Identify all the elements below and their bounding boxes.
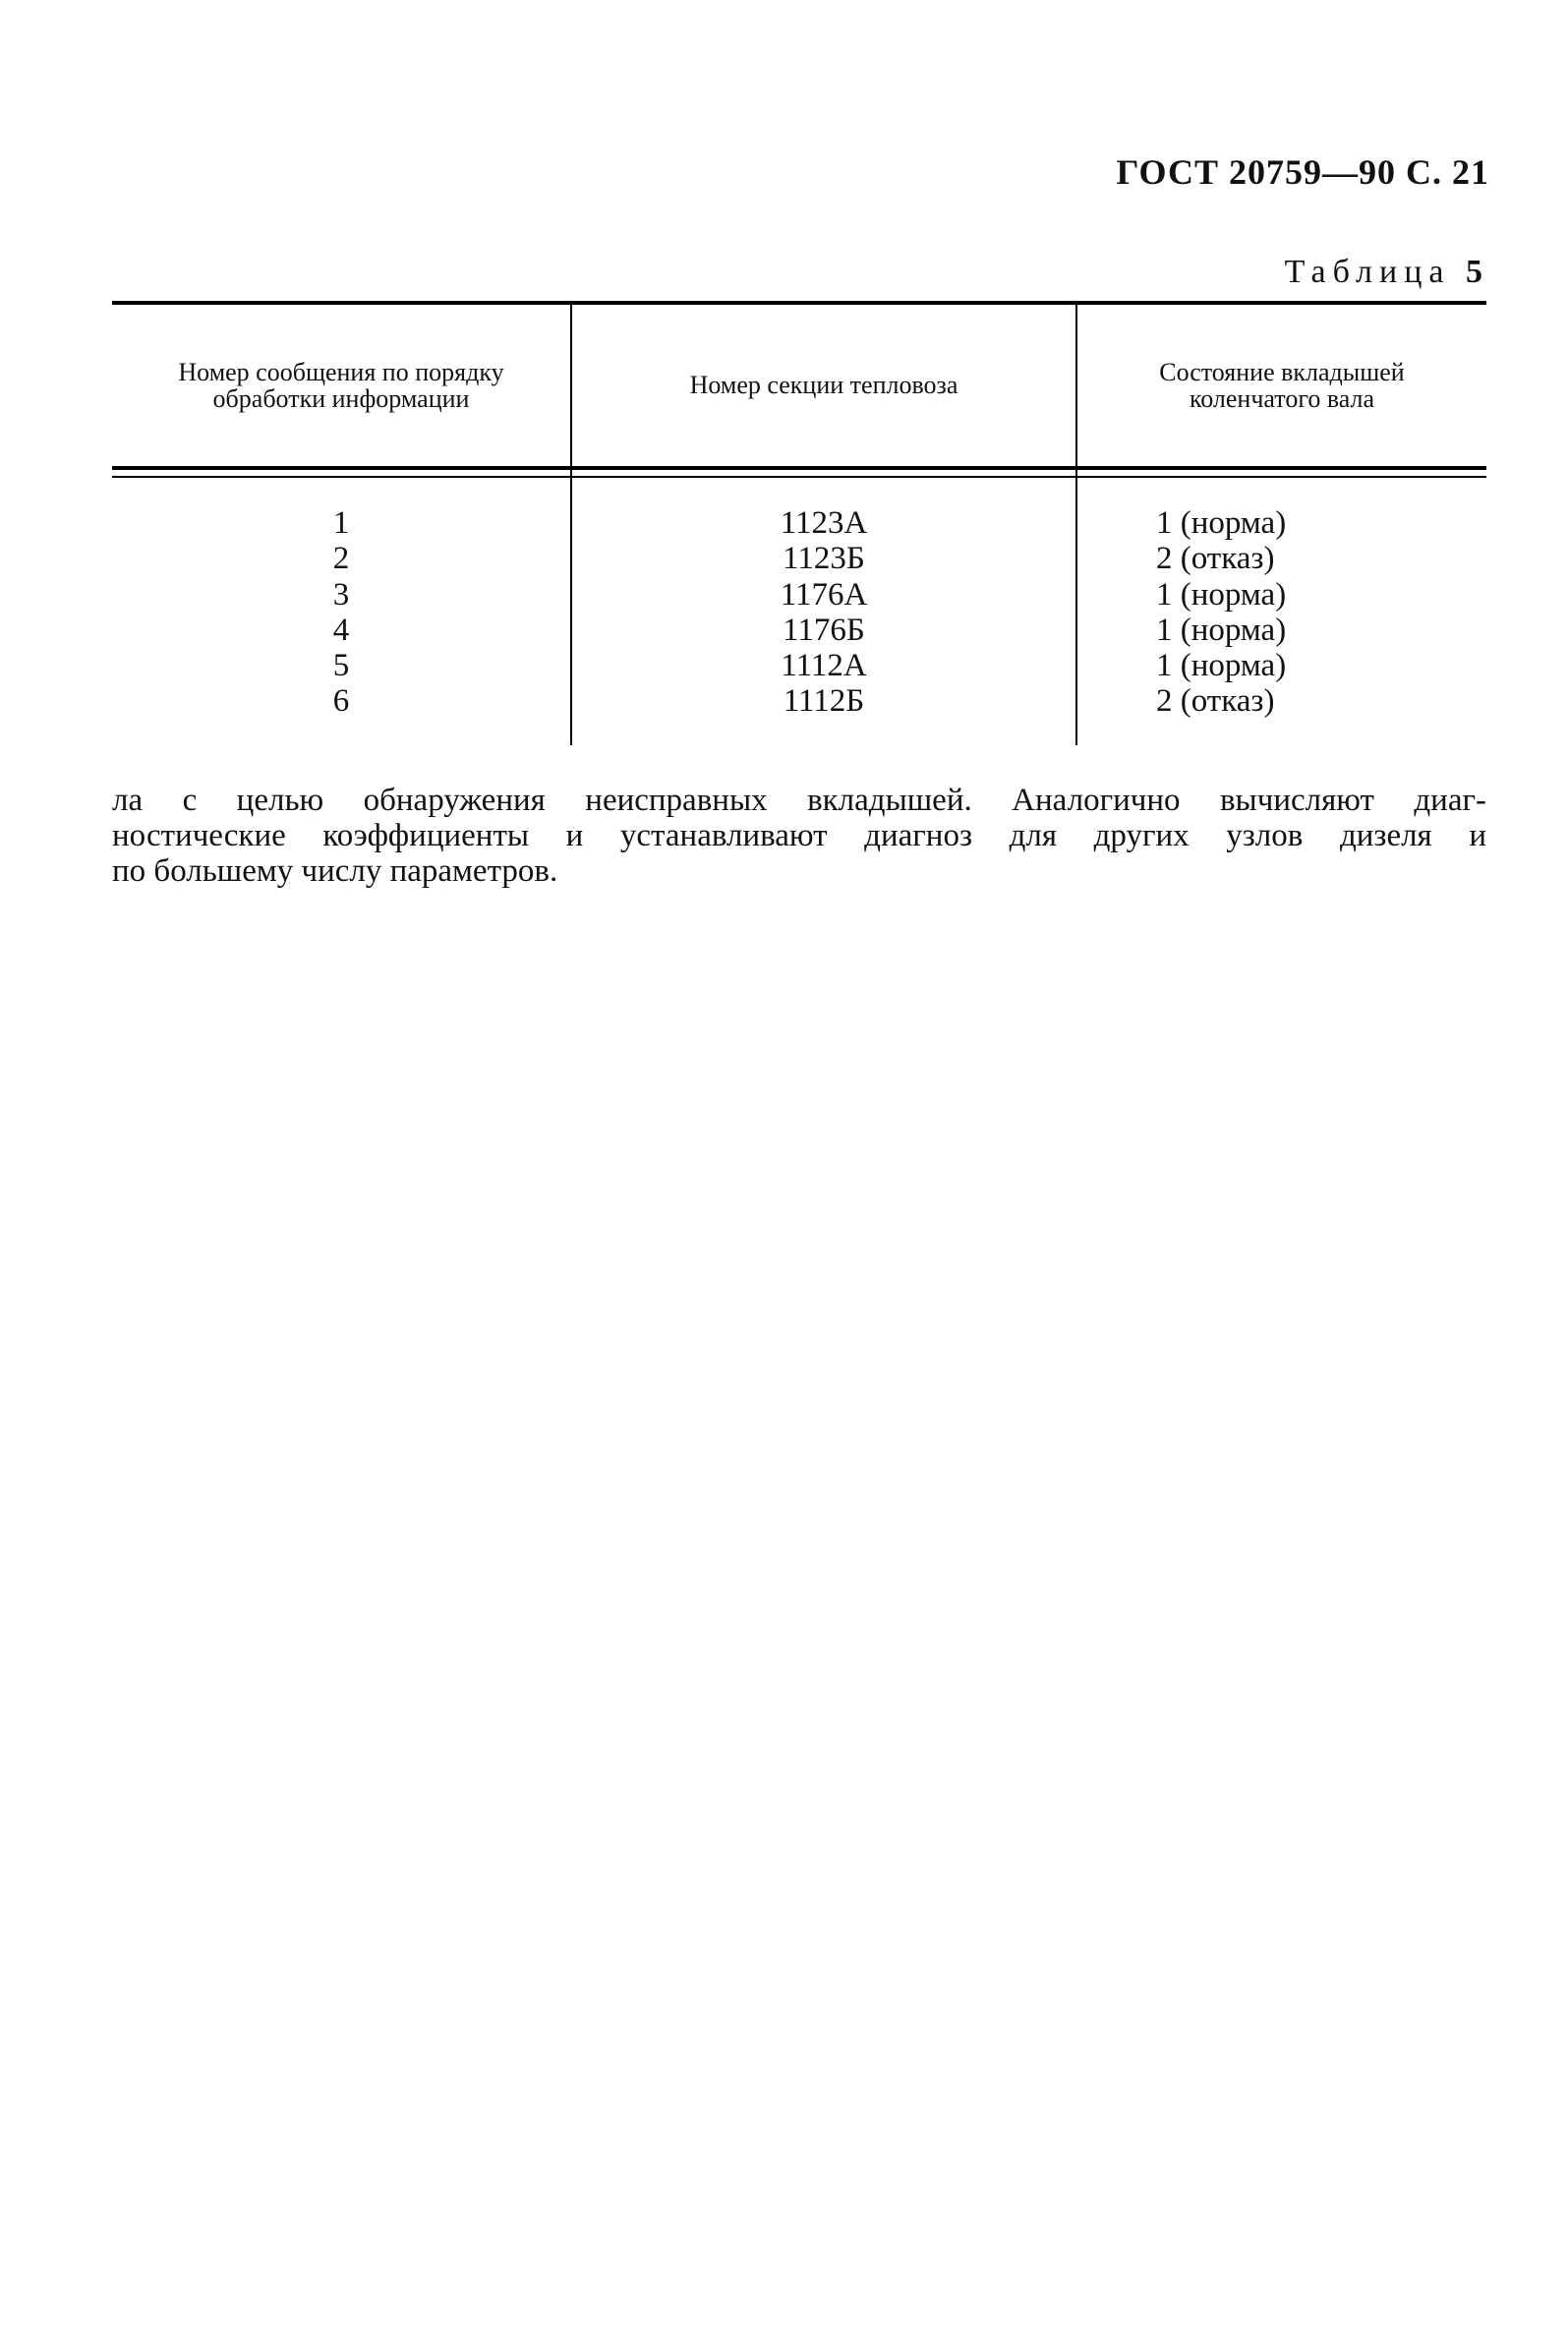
cell-section-number: 1112А	[571, 648, 1076, 683]
table-caption	[1285, 254, 1489, 291]
table-row	[112, 648, 1486, 683]
cell-bearing-state: 2 (отказ)	[1076, 683, 1486, 744]
table-caption-word: Таблица	[1284, 254, 1451, 290]
paragraph-line: ла с целью обнаружения неисправных вкладышей. Аналогично вычисляют диаг-	[112, 783, 1486, 818]
table-row	[112, 613, 1486, 648]
cell-bearing-state: 1 (норма)	[1076, 648, 1486, 683]
cell-bearing-state: 1 (норма)	[1076, 477, 1486, 541]
table-caption-number: 5	[1466, 254, 1489, 290]
header-separator	[112, 468, 1486, 477]
table-row	[112, 577, 1486, 613]
page-header: ГОСТ 20759—90 С. 21	[1116, 152, 1489, 192]
body-paragraph	[112, 783, 1486, 889]
cell-section-number: 1176А	[571, 577, 1076, 613]
cell-section-number: 1123А	[571, 477, 1076, 541]
cell-message-number: 1	[332, 505, 350, 541]
cell-message-number: 6	[332, 683, 350, 720]
data-table	[112, 301, 1486, 745]
cell-message-number: 2	[332, 541, 350, 577]
paragraph-line: по большему числу параметров.	[112, 853, 558, 889]
table-row	[112, 683, 1486, 744]
cell-bearing-state: 1 (норма)	[1076, 613, 1486, 648]
cell-section-number: 1112Б	[571, 683, 1076, 744]
table-row	[112, 541, 1486, 576]
cell-bearing-state: 1 (норма)	[1076, 577, 1486, 613]
cell-section-number: 1176Б	[571, 613, 1076, 648]
table-header-row	[112, 303, 1486, 468]
table-row	[112, 477, 1486, 541]
cell-message-number: 3	[332, 576, 350, 613]
cell-section-number: 1123Б	[571, 541, 1076, 576]
column-header-message-number: Номер сообщения по порядку обработки информации	[178, 357, 504, 413]
paragraph-line: ностические коэффициенты и устанавливают диагноз для других узлов дизеля и	[112, 818, 1486, 853]
cell-message-number: 4	[332, 612, 350, 648]
cell-message-number: 5	[332, 648, 350, 684]
column-header-bearing-state: Состояние вкладышей коленчатого вала	[1076, 303, 1486, 468]
cell-bearing-state: 2 (отказ)	[1076, 541, 1486, 576]
column-header-section-number: Номер секции тепловоза	[571, 303, 1076, 468]
